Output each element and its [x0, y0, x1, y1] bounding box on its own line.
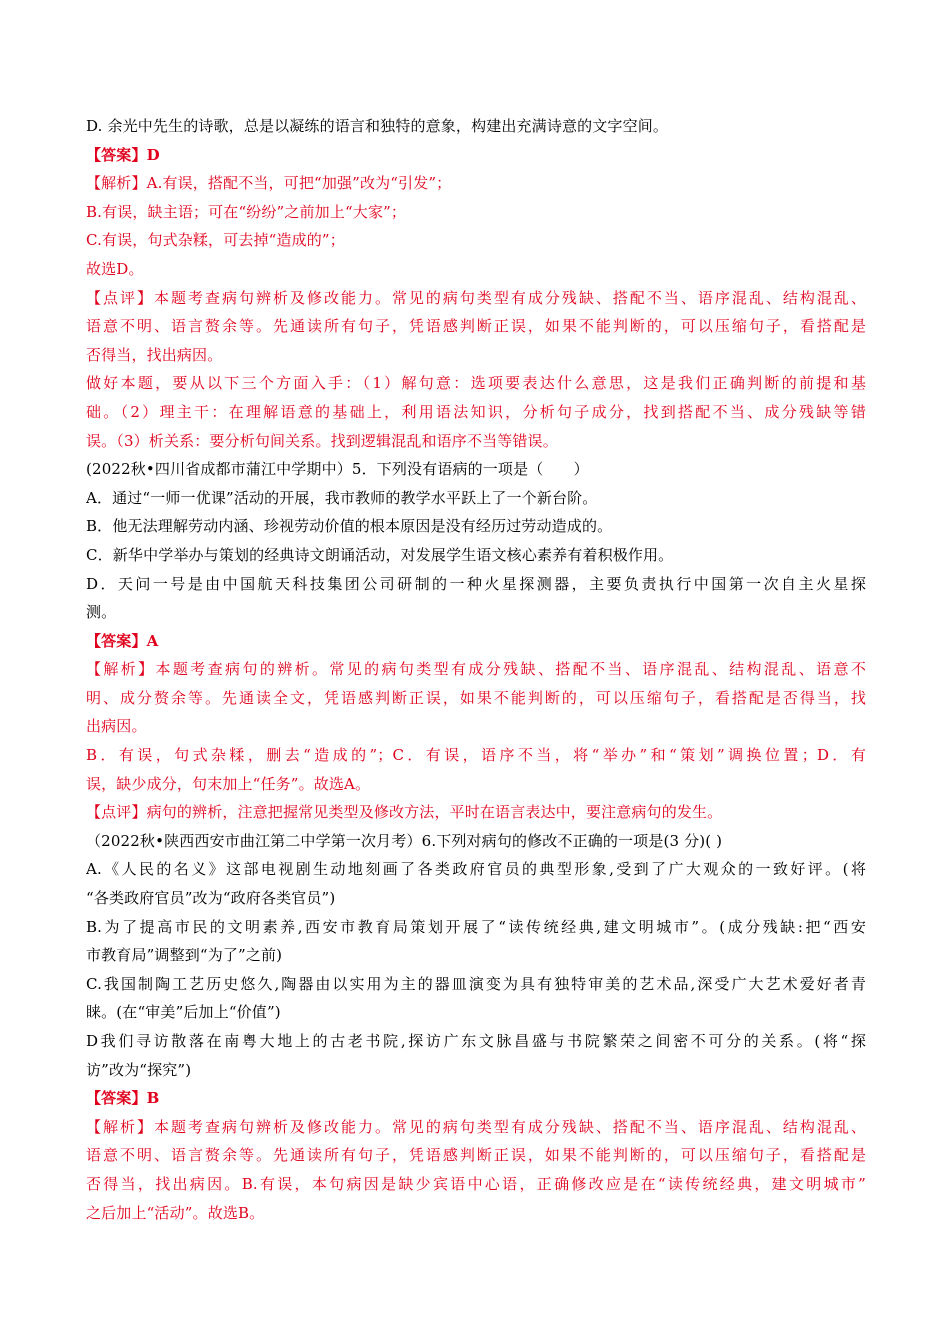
text-line: D我们寻访散落在南粤大地上的古老书院,探访广东文脉昌盛与书院繁荣之间密不可分的关系。(将“探 — [86, 1032, 866, 1050]
text-line: “各类政府官员”改为“政府各类官员”) — [86, 889, 336, 908]
text-line: 否得当，找出病因。B.有误，本句病因是缺少宾语中心语，正确修改应是在“读传统经典，建文明城市” — [86, 1174, 866, 1193]
text-line: 础。（2）理主干：在理解语意的基础上，利用语法知识，分析句子成分，找到搭配不当、成分残缺等错 — [86, 402, 866, 421]
text-line: 误，缺少成分，句末加上“任务”。故选A。 — [86, 774, 371, 793]
text-line: 测。 — [86, 603, 117, 622]
text-line: 出病因。 — [86, 717, 147, 736]
text-line: B.有误，缺主语；可在“纷纷”之前加上“大家”； — [86, 202, 407, 221]
text-line: 误。（3）析关系：要分析句间关系。找到逻辑混乱和语序不当等错误。 — [86, 431, 558, 450]
document-page — [86, 112, 866, 1227]
text-line: (2022秋•四川省成都市蒲江中学期中）5．下列没有语病的一项是（ ） — [86, 460, 589, 479]
text-line: 【解析】本题考查病句的辨析。常见的病句类型有成分残缺、搭配不当、语序混乱、结构混乱、语意不 — [86, 660, 866, 679]
text-line: 【解析】本题考查病句辨析及修改能力。常见的病句类型有成分残缺、搭配不当、语序混乱、结构混乱、 — [86, 1117, 866, 1136]
text-line: D．天问一号是由中国航天科技集团公司研制的一种火星探测器，主要负责执行中国第一次自主火星探 — [86, 574, 866, 593]
text-line: 否得当，找出病因。 — [86, 345, 223, 364]
text-line: 【答案】A — [86, 631, 159, 650]
text-line: D. 余光中先生的诗歌，总是以凝练的语言和独特的意象，构建出充满诗意的文字空间。 — [86, 117, 669, 135]
text-line: C．新华中学举办与策划的经典诗文朗诵活动，对发展学生语文核心素养有着积极作用。 — [86, 545, 674, 564]
text-line: A.《人民的名义》这部电视剧生动地刻画了各类政府官员的典型形象,受到了广大观众的一致好评。(将 — [86, 860, 866, 879]
text-line: 【答案】B — [86, 1089, 160, 1108]
text-line: 市教育局”调整到“为了”之前) — [86, 946, 283, 965]
text-line: 语意不明、语言赘余等。先通读所有句子，凭语感判断正误，如果不能判断的，可以压缩句子，看搭配是 — [86, 317, 866, 336]
text-line: B.为了提高市民的文明素养,西安市教育局策划开展了“读传统经典,建文明城市”。(成分残缺:把“西安 — [86, 917, 866, 936]
text-line: 【点评】本题考查病句辨析及修改能力。常见的病句类型有成分残缺、搭配不当、语序混乱、结构混乱、 — [86, 288, 866, 307]
text-line: 语意不明、语言赘余等。先通读所有句子，凭语感判断正误，如果不能判断的，可以压缩句子，看搭配是 — [86, 1146, 866, 1165]
text-line: （2022秋•陕西西安市曲江第二中学第一次月考）6.下列对病句的修改不正确的一项是(3 分)( ) — [86, 831, 723, 850]
text-line: 【点评】病句的辨析，注意把握常见类型及修改方法，平时在语言表达中，要注意病句的发生。 — [86, 803, 723, 822]
text-line: 访”改为“探究”) — [86, 1060, 192, 1079]
text-line: C.我国制陶工艺历史悠久,陶器由以实用为主的器皿演变为具有独特审美的艺术品,深受广大艺术爱好者青 — [86, 974, 866, 993]
text-line: B．有误，句式杂糅，删去“造成的”；C．有误，语序不当，将“举办”和“策划”调换位置；D．有 — [86, 746, 866, 765]
text-line: C.有误，句式杂糅，可去掉“造成的”； — [86, 231, 345, 250]
text-line: A．通过“一师一优课”活动的开展，我市教师的教学水平跃上了一个新台阶。 — [86, 488, 598, 507]
text-line: 故选D。 — [86, 259, 144, 278]
text-line: 【答案】D — [86, 145, 160, 164]
text-line: 明、成分赘余等。先通读全文，凭语感判断正误，如果不能判断的，可以压缩句子，看搭配是否得当，找 — [86, 688, 866, 707]
text-line: B．他无法理解劳动内涵、珍视劳动价值的根本原因是没有经历过劳动造成的。 — [86, 517, 613, 536]
text-line: 做好本题，要从以下三个方面入手：（1）解句意：选项要表达什么意思，这是我们正确判断的前提和基 — [86, 374, 866, 393]
text-line: 之后加上“活动”。故选B。 — [86, 1203, 265, 1222]
text-line: 睐。(在“审美”后加上“价值”) — [86, 1003, 281, 1022]
text-line: 【解析】A.有误，搭配不当，可把“加强”改为“引发”； — [86, 174, 452, 193]
